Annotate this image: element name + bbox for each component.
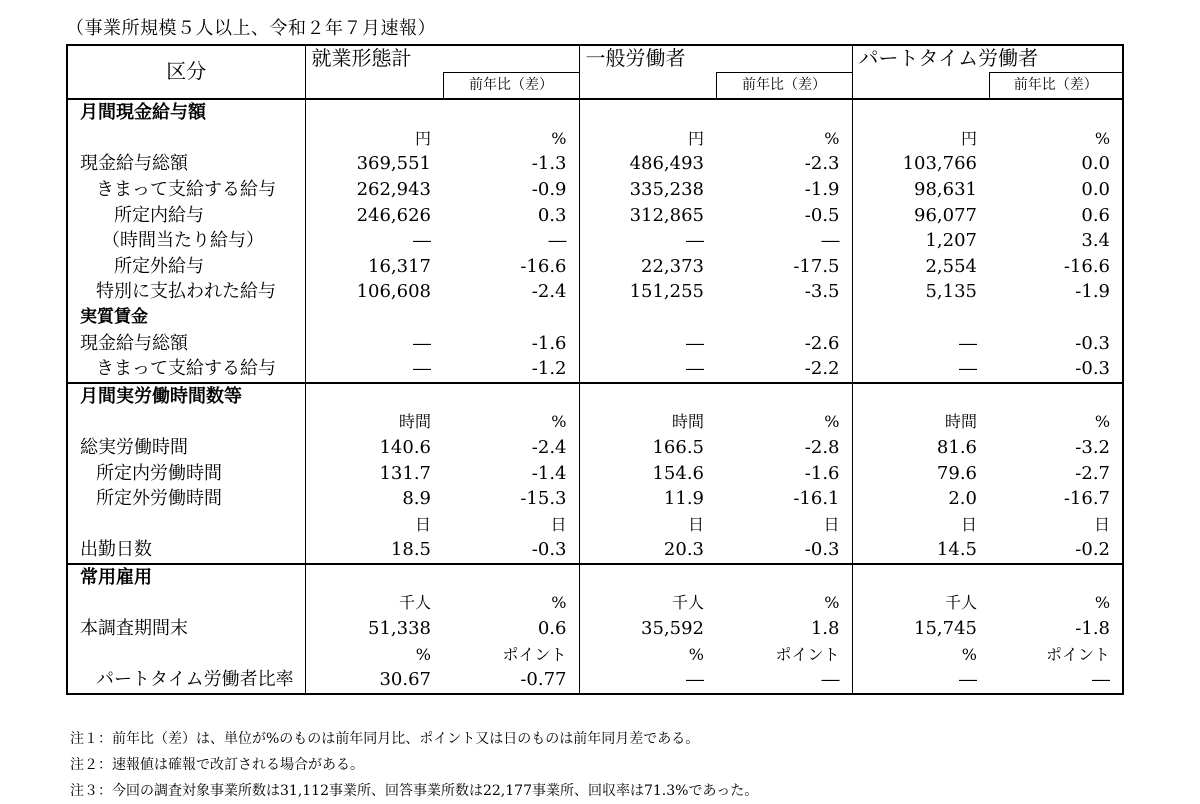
ratio-header-total: 前年比（差） bbox=[443, 72, 579, 99]
cell-value: 81.6 bbox=[852, 435, 989, 461]
footnote-3: 注３：今回の調査対象事業所数は31,112事業所、回答事業所数は22,177事業所、回収率は71.3%であった。 bbox=[70, 783, 759, 799]
unit-row bbox=[67, 642, 1123, 668]
unit-label: 円 bbox=[852, 126, 989, 152]
cell-value: 1,207 bbox=[852, 228, 989, 254]
unit-label: 日 bbox=[305, 512, 443, 538]
unit-row bbox=[67, 126, 1123, 152]
table-row bbox=[67, 279, 1123, 305]
cell-value: 96,077 bbox=[852, 203, 989, 229]
cell-value: ― bbox=[821, 230, 840, 252]
cell-value: 2.0 bbox=[852, 486, 989, 512]
header-spacer bbox=[305, 72, 443, 99]
cell-value: -16.7 bbox=[1063, 488, 1111, 510]
cell-value: -2.4 bbox=[531, 436, 567, 458]
cell-value: -1.6 bbox=[804, 462, 840, 484]
cell-value: -2.6 bbox=[804, 332, 840, 354]
cell-value: ― bbox=[305, 228, 443, 254]
cell-value: -2.7 bbox=[1075, 462, 1111, 484]
cell-value: -3.2 bbox=[1075, 436, 1111, 458]
row-label: 所定内給与 bbox=[114, 204, 204, 226]
cell-value: 18.5 bbox=[305, 537, 443, 564]
cell-value: 98,631 bbox=[852, 177, 989, 203]
kubun-header: 区分 bbox=[166, 59, 207, 84]
unit-row bbox=[67, 590, 1123, 616]
cell-value: 0.6 bbox=[1081, 204, 1111, 226]
unit-row bbox=[67, 409, 1123, 435]
cell-value: -1.2 bbox=[531, 358, 567, 380]
cell-value: -2.8 bbox=[804, 436, 840, 458]
cell-value: -1.6 bbox=[531, 332, 567, 354]
cell-value: ― bbox=[579, 331, 716, 357]
cell-value: -0.3 bbox=[531, 539, 567, 561]
footnote-1: 注１：前年比（差）は、単位が%のものは前年同月比、ポイント又は日のものは前年同月差である。 bbox=[70, 731, 700, 747]
cell-value: 262,943 bbox=[305, 177, 443, 203]
cell-value: 0.0 bbox=[1081, 153, 1111, 175]
row-label: きまって支給する給与 bbox=[96, 358, 276, 380]
table-row bbox=[67, 537, 1123, 564]
cell-value: 35,592 bbox=[579, 616, 716, 642]
unit-label: ポイント bbox=[775, 644, 840, 664]
unit-label: 時間 bbox=[305, 409, 443, 435]
table-row bbox=[67, 616, 1123, 642]
monthly-labour-statistics-table bbox=[66, 44, 1124, 695]
unit-label: % bbox=[305, 642, 443, 668]
cell-value: -3.5 bbox=[804, 281, 840, 303]
header-spacer bbox=[852, 72, 989, 99]
group-header-general: 一般労働者 bbox=[579, 45, 852, 72]
unit-label: ポイント bbox=[502, 644, 567, 664]
cell-value: 5,135 bbox=[852, 279, 989, 305]
cell-value: 30.67 bbox=[305, 667, 443, 694]
unit-label: 時間 bbox=[852, 409, 989, 435]
cell-value: 0.0 bbox=[1081, 178, 1111, 200]
unit-label: % bbox=[824, 128, 840, 148]
cell-value: -16.6 bbox=[1063, 255, 1111, 277]
group-header-parttime: パートタイム労働者 bbox=[852, 45, 1123, 72]
footnotes bbox=[70, 726, 758, 804]
cell-value: 369,551 bbox=[305, 151, 443, 177]
cell-value: 22,373 bbox=[579, 254, 716, 280]
cell-value: -1.4 bbox=[531, 462, 567, 484]
cell-value: -0.3 bbox=[804, 539, 840, 561]
cell-value: ― bbox=[579, 356, 716, 383]
unit-label: ポイント bbox=[1046, 644, 1111, 664]
cell-value: 79.6 bbox=[852, 461, 989, 487]
table-row bbox=[67, 177, 1123, 203]
unit-label: % bbox=[551, 128, 567, 148]
cell-value: 151,255 bbox=[579, 279, 716, 305]
cell-value: 106,608 bbox=[305, 279, 443, 305]
cell-value: -0.2 bbox=[1075, 539, 1111, 561]
table-row bbox=[67, 667, 1123, 694]
unit-label: 時間 bbox=[579, 409, 716, 435]
section-title: 月間実労働時間数等 bbox=[67, 383, 305, 410]
table-row bbox=[67, 203, 1123, 229]
cell-value: -16.1 bbox=[793, 488, 840, 510]
cell-value: -1.9 bbox=[804, 178, 840, 200]
unit-label: % bbox=[824, 412, 840, 432]
cell-value: -0.77 bbox=[520, 669, 567, 691]
row-label: 総実労働時間 bbox=[80, 436, 188, 458]
unit-label: % bbox=[1094, 128, 1111, 148]
section-title: 常用雇用 bbox=[67, 564, 305, 591]
row-label: （時間当たり給与） bbox=[102, 230, 264, 252]
cell-value: 246,626 bbox=[305, 203, 443, 229]
cell-value: -15.3 bbox=[520, 488, 567, 510]
row-label: 所定内労働時間 bbox=[96, 462, 222, 484]
cell-value: -0.9 bbox=[531, 178, 567, 200]
cell-value: 166.5 bbox=[579, 435, 716, 461]
unit-label: 日 bbox=[1094, 514, 1111, 534]
cell-value: 3.4 bbox=[1081, 230, 1111, 252]
cell-value: -0.3 bbox=[1075, 332, 1111, 354]
section-title-row bbox=[67, 99, 1123, 126]
table-row bbox=[67, 254, 1123, 280]
cell-value: 15,745 bbox=[852, 616, 989, 642]
cell-value: 154.6 bbox=[579, 461, 716, 487]
row-label: きまって支給する給与 bbox=[96, 178, 276, 200]
cell-value: ― bbox=[548, 230, 567, 252]
cell-value: 131.7 bbox=[305, 461, 443, 487]
cell-value: 11.9 bbox=[579, 486, 716, 512]
cell-value: -2.2 bbox=[804, 358, 840, 380]
cell-value: 14.5 bbox=[852, 537, 989, 564]
cell-value: 16,317 bbox=[305, 254, 443, 280]
footnote-2: 注２：速報値は確報で改訂される場合がある。 bbox=[70, 757, 364, 773]
header-spacer bbox=[579, 72, 716, 99]
table-row bbox=[67, 228, 1123, 254]
unit-label: 日 bbox=[550, 514, 567, 534]
group-header-total: 就業形態計 bbox=[305, 45, 579, 72]
cell-value: ― bbox=[305, 331, 443, 357]
cell-value: -1.8 bbox=[1075, 618, 1111, 640]
cell-value: ― bbox=[1092, 669, 1111, 691]
unit-label: 日 bbox=[852, 512, 989, 538]
cell-value: 103,766 bbox=[852, 151, 989, 177]
cell-value: 486,493 bbox=[579, 151, 716, 177]
unit-label: 日 bbox=[823, 514, 840, 534]
header-row-top bbox=[67, 45, 1123, 72]
cell-value: ― bbox=[579, 228, 716, 254]
unit-label: 日 bbox=[579, 512, 716, 538]
section-title-row bbox=[67, 383, 1123, 410]
cell-value: -0.5 bbox=[804, 204, 840, 226]
subsection-title: 実質賃金 bbox=[80, 306, 148, 327]
cell-value: ― bbox=[852, 667, 989, 694]
cell-value: ― bbox=[579, 667, 716, 694]
unit-label: 千人 bbox=[305, 590, 443, 616]
cell-value: ― bbox=[821, 669, 840, 691]
row-label: 本調査期間末 bbox=[80, 618, 188, 640]
cell-value: 2,554 bbox=[852, 254, 989, 280]
row-label: 所定外労働時間 bbox=[96, 488, 222, 510]
row-label: パートタイム労働者比率 bbox=[96, 669, 294, 691]
row-label: 出勤日数 bbox=[80, 539, 152, 561]
cell-value: 51,338 bbox=[305, 616, 443, 642]
table-row bbox=[67, 356, 1123, 383]
table-row bbox=[67, 151, 1123, 177]
cell-value: ― bbox=[852, 356, 989, 383]
row-label: 現金給与総額 bbox=[80, 153, 188, 175]
unit-label: % bbox=[579, 642, 716, 668]
unit-label: % bbox=[1094, 412, 1111, 432]
unit-label: % bbox=[824, 593, 840, 613]
row-label: 現金給与総額 bbox=[80, 332, 188, 354]
section-title: 月間現金給与額 bbox=[67, 99, 305, 126]
table-row bbox=[67, 461, 1123, 487]
cell-value: ― bbox=[852, 331, 989, 357]
cell-value: -1.9 bbox=[1075, 281, 1111, 303]
cell-value: -2.4 bbox=[531, 281, 567, 303]
unit-row bbox=[67, 512, 1123, 538]
cell-value: -1.3 bbox=[531, 153, 567, 175]
cell-value: -0.3 bbox=[1075, 358, 1111, 380]
ratio-header-parttime: 前年比（差） bbox=[989, 72, 1123, 99]
table-row bbox=[67, 331, 1123, 357]
table-row bbox=[67, 435, 1123, 461]
table-row bbox=[67, 486, 1123, 512]
cell-value: 1.8 bbox=[810, 618, 840, 640]
cell-value: -17.5 bbox=[793, 255, 840, 277]
cell-value: 312,865 bbox=[579, 203, 716, 229]
unit-label: 千人 bbox=[579, 590, 716, 616]
cell-value: 140.6 bbox=[305, 435, 443, 461]
cell-value: 0.3 bbox=[537, 204, 567, 226]
unit-label: % bbox=[852, 642, 989, 668]
row-label: 特別に支払われた給与 bbox=[96, 281, 276, 303]
unit-label: % bbox=[1094, 593, 1111, 613]
cell-value: 0.6 bbox=[537, 618, 567, 640]
unit-label: % bbox=[551, 412, 567, 432]
cell-value: 335,238 bbox=[579, 177, 716, 203]
unit-label: 千人 bbox=[852, 590, 989, 616]
cell-value: ― bbox=[305, 356, 443, 383]
section-title-row bbox=[67, 564, 1123, 591]
cell-value: 8.9 bbox=[305, 486, 443, 512]
row-label: 所定外給与 bbox=[114, 255, 204, 277]
report-caption: （事業所規模５人以上、令和２年７月速報） bbox=[66, 18, 436, 39]
cell-value: -2.3 bbox=[804, 153, 840, 175]
unit-label: 円 bbox=[579, 126, 716, 152]
unit-label: % bbox=[551, 593, 567, 613]
cell-value: 20.3 bbox=[579, 537, 716, 564]
ratio-header-general: 前年比（差） bbox=[716, 72, 852, 99]
unit-label: 円 bbox=[305, 126, 443, 152]
cell-value: -16.6 bbox=[520, 255, 567, 277]
subsection-title-row bbox=[67, 305, 1123, 331]
